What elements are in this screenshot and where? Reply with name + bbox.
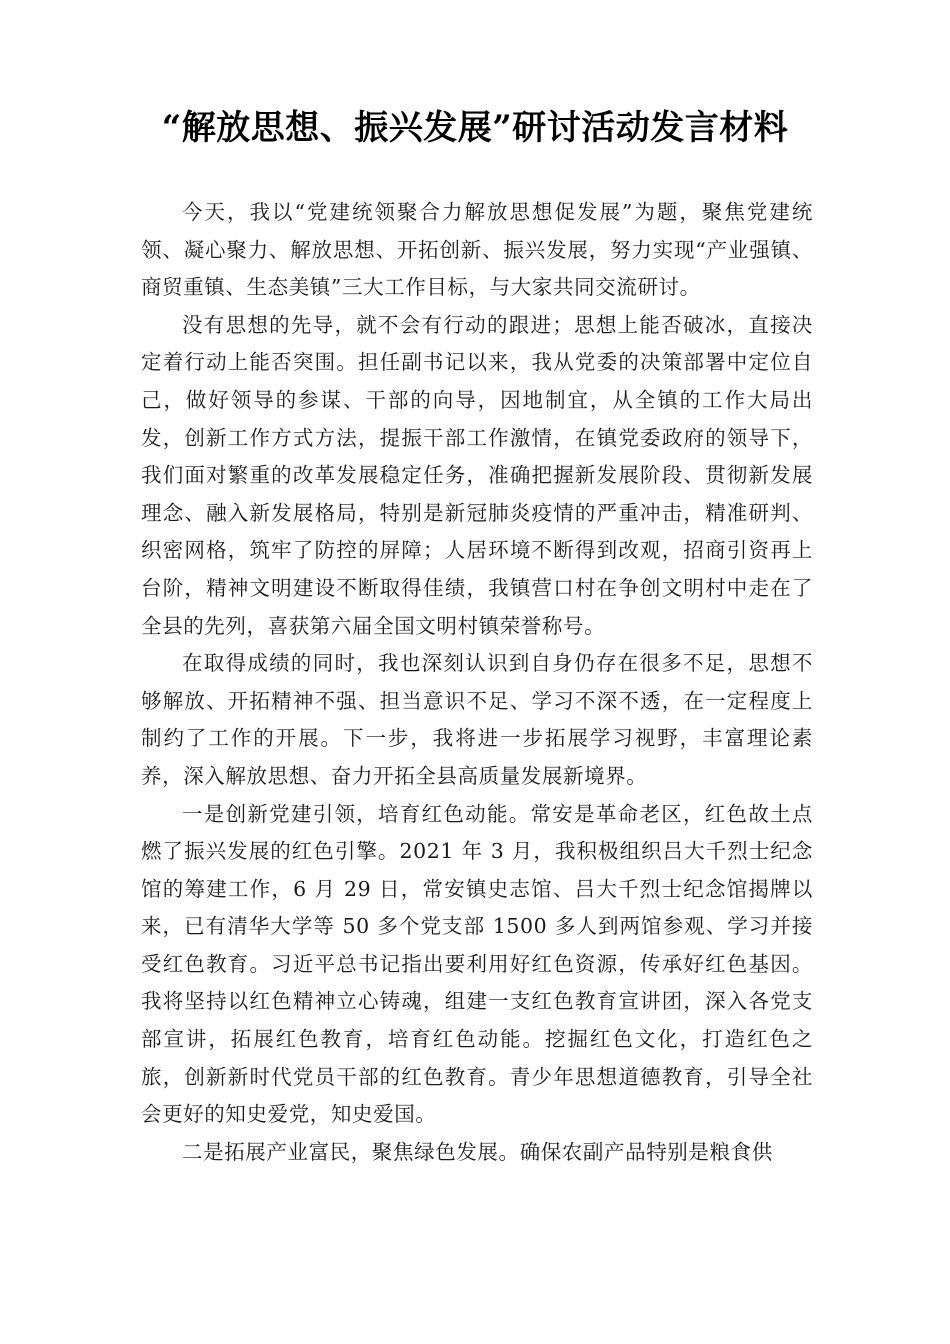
- paragraph-point-two: 二是拓展产业富民，聚焦绿色发展。确保农副产品特别是粮食供: [182, 1139, 773, 1164]
- paragraph-shortcomings: 在取得成绩的同时，我也深刻认识到自身仍存在很多不足，思想不够解放、开拓精神不强、担当意识不足、学习不深不透，在一定程度上制约了工作的开展。下一步，我将进一步拓展学习视野，丰富理论素养，深入解放思想、奋力开拓全县高质量发展新境界。: [141, 651, 813, 788]
- paragraph-achievements: 没有思想的先导，就不会有行动的跟进；思想上能否破冰，直接决定着行动上能否突围。担任副书记以来，我从党委的决策部署中定位自己，做好领导的参谋、干部的向导，因地制宜，从全镇的工作大局出发，创新工作方式方法，提振干部工作激情，在镇党委政府的领导下，我们面对繁重的改革发展稳定任务，准确把握新发展阶段、贯彻新发展理念、融入新发展格局，特别是新冠肺炎疫情的严重冲击，精准研判、织密网格，筑牢了防控的屏障；人居环境不断得到改观，招商引资再上台阶，精神文明建设不断取得佳绩，我镇营口村在争创文明村中走在了全县的先列，喜获第六届全国文明村镇荣誉称号。: [141, 312, 813, 638]
- document-body: [141, 194, 813, 1171]
- paragraph-intro: 今天，我以“党建统领聚合力解放思想促发展”为题，聚焦党建统领、凝心聚力、解放思想、开拓创新、振兴发展，努力实现“产业强镇、商贸重镇、生态美镇”三大工作目标，与大家共同交流研讨。: [141, 200, 813, 300]
- document-title: “解放思想、振兴发展”研讨活动发言材料: [161, 108, 789, 148]
- paragraph-point-one: 一是创新党建引领，培育红色动能。常安是革命老区，红色故土点燃了振兴发展的红色引擎。2021 年 3 月，我积极组织吕大千烈士纪念馆的筹建工作，6 月 29 日，常安镇史志馆、吕大千烈士纪念馆揭牌以来，已有清华大学等 50 多个党支部 1500 多人到两馆参观、学习并接受红色教育。习近平总书记指出要利用好红色资源，传承好红色基因。我将坚持以红色精神立心铸魂，组建一支红色教育宣讲团，深入各党支部宣讲，拓展红色教育，培育红色动能。挖掘红色文化，打造红色之旅，创新新时代党员干部的红色教育。青少年思想道德教育，引导全社会更好的知史爱党，知史爱国。: [141, 801, 813, 1127]
